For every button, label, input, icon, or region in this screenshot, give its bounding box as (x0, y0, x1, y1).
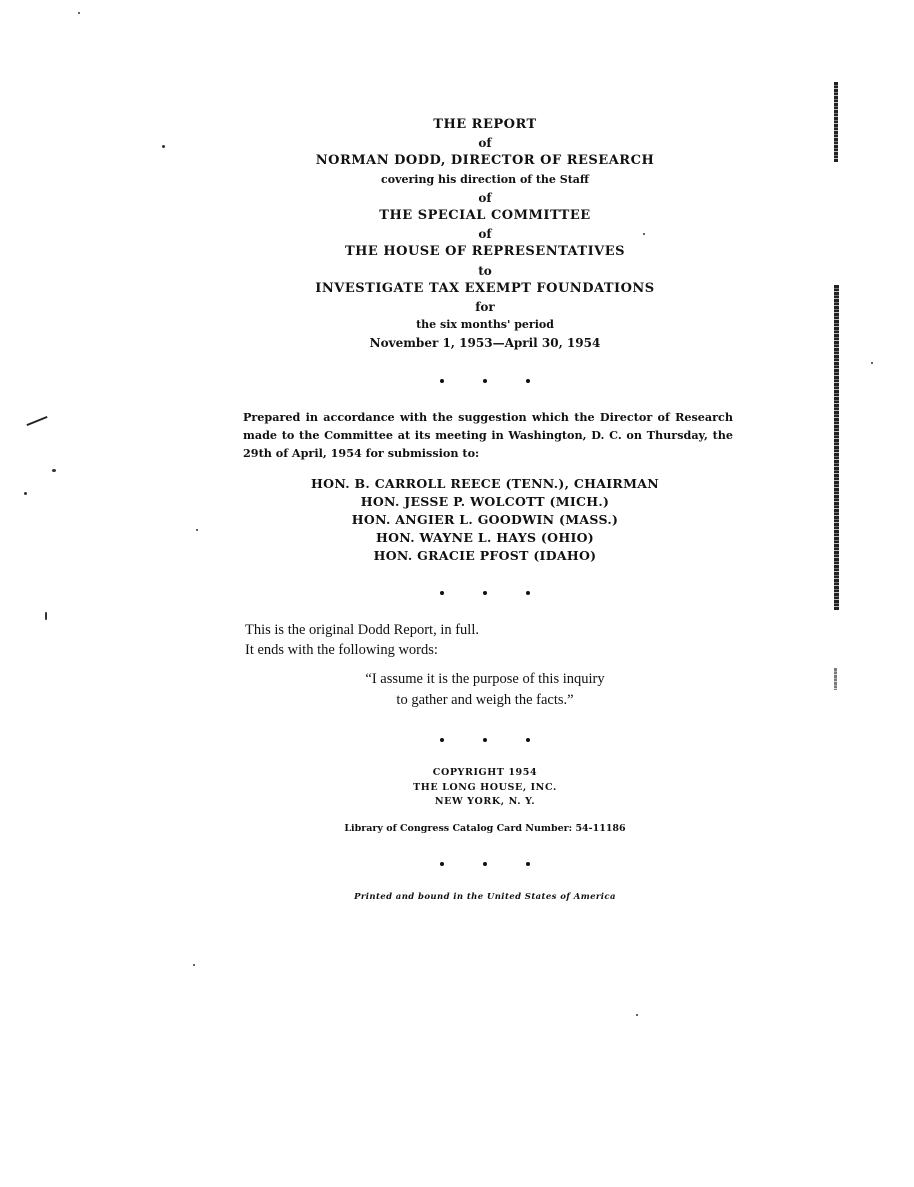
title-line: of (478, 227, 492, 242)
title-line: THE HOUSE OF REPRESENTATIVES (344, 244, 626, 260)
dot-icon (483, 591, 487, 595)
scan-artifact (193, 964, 195, 966)
dot-icon (483, 738, 487, 742)
scan-artifact (636, 1014, 638, 1016)
dot-icon (526, 862, 530, 866)
title-line: November 1, 1953—April 30, 1954 (369, 336, 601, 351)
dot-icon (483, 862, 487, 866)
title-line: to (478, 263, 492, 278)
committee-member: HON. WAYNE L. HAYS (OHIO) (375, 530, 595, 545)
dot-icon (440, 591, 444, 595)
separator-dots (440, 738, 530, 742)
publisher-line: THE LONG HOUSE, INC. (413, 781, 557, 793)
dot-icon (526, 591, 530, 595)
scan-artifact (834, 285, 839, 610)
dot-icon (526, 379, 530, 383)
title-line: of (478, 190, 492, 205)
scan-artifact (52, 469, 56, 472)
separator-dots (440, 862, 530, 866)
printed-notice: Printed and bound in the United States of America (354, 892, 616, 902)
committee-member: HON. ANGIER L. GOODWIN (MASS.) (351, 512, 619, 527)
dot-icon (483, 379, 487, 383)
separator-dots (440, 379, 530, 383)
copyright-notice (0, 766, 914, 810)
title-line: for (475, 300, 495, 315)
location-line: NEW YORK, N. Y. (434, 796, 536, 807)
dot-icon (526, 738, 530, 742)
dot-icon (440, 862, 444, 866)
title-line: of (478, 136, 492, 151)
committee-member: HON. JESSE P. WOLCOTT (MICH.) (360, 494, 610, 509)
copyright-line: COPYRIGHT 1954 (432, 767, 538, 778)
scan-artifact (78, 12, 80, 14)
quote-line: “I assume it is the purpose of this inquiry (365, 671, 605, 687)
title-line: THE REPORT (433, 117, 537, 132)
scan-artifact (162, 145, 165, 148)
title-line: NORMAN DODD, DIRECTOR OF RESEARCH (315, 153, 655, 169)
quote-line: to gather and weigh the facts.” (396, 692, 574, 708)
title-line: THE SPECIAL COMMITTEE (379, 208, 591, 224)
title-line: covering his direction of the Staff (381, 172, 589, 186)
scan-artifact (834, 668, 837, 690)
scan-artifact (45, 612, 47, 620)
scan-artifact (24, 492, 27, 495)
separator-dots (440, 591, 530, 595)
scan-artifact (871, 362, 873, 364)
committee-member: HON. GRACIE PFOST (IDAHO) (373, 548, 597, 563)
report-title-block (0, 116, 914, 353)
prepared-paragraph: Prepared in accordance with the suggestion which the Director of Research made to the Committee at its meeting in Washington, D. C. on Thursday, the 29th of April, 1954 for submission to: (243, 410, 733, 460)
editor-note-line: It ends with the following words: (245, 642, 438, 658)
committee-member: HON. B. CARROLL REECE (TENN.), CHAIRMAN (311, 476, 659, 491)
title-line: INVESTIGATE TAX EXEMPT FOUNDATIONS (315, 280, 655, 296)
title-line: the six months' period (416, 318, 554, 332)
editor-note-line: This is the original Dodd Report, in full. (245, 622, 479, 638)
closing-quote (0, 669, 914, 711)
scan-artifact (26, 416, 47, 426)
committee-members-list (0, 475, 914, 565)
dot-icon (440, 738, 444, 742)
dot-icon (440, 379, 444, 383)
scan-artifact (196, 529, 198, 531)
editor-note (245, 620, 479, 660)
scan-artifact (834, 82, 838, 162)
library-catalog-number: Library of Congress Catalog Card Number: 54-11186 (344, 823, 626, 834)
scan-artifact (643, 233, 645, 235)
